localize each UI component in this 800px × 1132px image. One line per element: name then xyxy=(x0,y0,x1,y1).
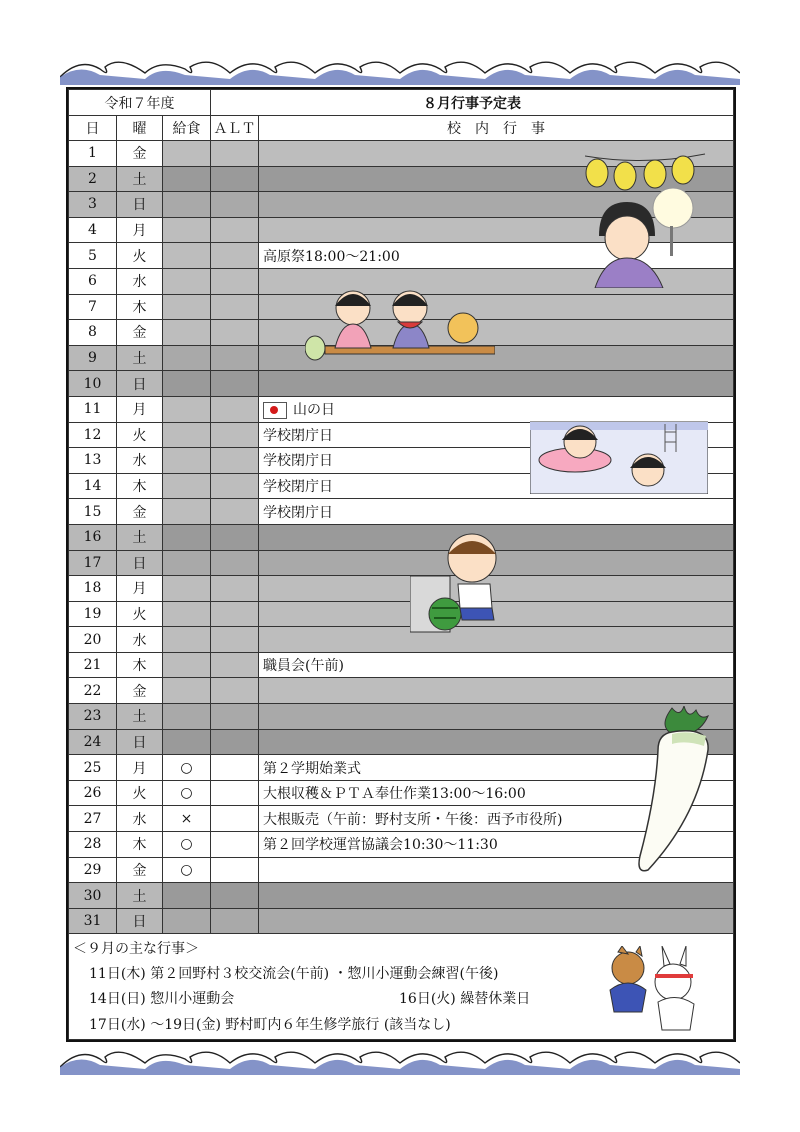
lunch-cell xyxy=(163,268,211,294)
lunch-cell xyxy=(163,704,211,730)
weekday-cell: 木 xyxy=(117,294,163,320)
september-line-2a: 14日(日) 惣川小運動会 xyxy=(89,991,235,1008)
weekday-cell: 金 xyxy=(117,678,163,704)
lunch-cell xyxy=(163,576,211,602)
weekday-cell: 金 xyxy=(117,499,163,525)
weekday-cell: 火 xyxy=(117,780,163,806)
lunch-cell xyxy=(163,320,211,346)
day-cell: 5 xyxy=(69,243,117,269)
weekday-cell: 月 xyxy=(117,396,163,422)
lunch-cell xyxy=(163,371,211,397)
lunch-cell: × xyxy=(163,806,211,832)
table-row xyxy=(69,678,734,704)
alt-cell xyxy=(211,704,259,730)
day-cell: 10 xyxy=(69,371,117,397)
day-cell: 6 xyxy=(69,268,117,294)
event-label: 山の日 xyxy=(293,402,336,419)
lunch-cell xyxy=(163,627,211,653)
festival-girl-icon xyxy=(585,148,715,288)
lunch-cell: ○ xyxy=(163,780,211,806)
weekday-cell: 土 xyxy=(117,166,163,192)
weekday-cell: 土 xyxy=(117,524,163,550)
day-cell: 17 xyxy=(69,550,117,576)
alt-cell xyxy=(211,294,259,320)
day-cell: 3 xyxy=(69,192,117,218)
weekday-cell: 金 xyxy=(117,320,163,346)
lunch-cell xyxy=(163,166,211,192)
event-cell: 大根販売（午前：野村支所・午後：西予市役所) xyxy=(259,806,734,832)
lunch-cell xyxy=(163,141,211,167)
weekday-cell: 日 xyxy=(117,908,163,934)
event-cell xyxy=(259,883,734,909)
col-lunch-header: 給食 xyxy=(163,116,211,141)
weekday-cell: 日 xyxy=(117,192,163,218)
alt-cell xyxy=(211,678,259,704)
alt-cell xyxy=(211,729,259,755)
col-weekday-header: 曜 xyxy=(117,116,163,141)
weekday-cell: 月 xyxy=(117,217,163,243)
lunch-cell: ○ xyxy=(163,857,211,883)
alt-cell xyxy=(211,499,259,525)
day-cell: 9 xyxy=(69,345,117,371)
event-cell: 学校閉庁日 xyxy=(259,499,734,525)
day-cell: 4 xyxy=(69,217,117,243)
alt-cell xyxy=(211,524,259,550)
day-cell: 25 xyxy=(69,755,117,781)
alt-cell xyxy=(211,141,259,167)
alt-cell xyxy=(211,550,259,576)
alt-cell xyxy=(211,217,259,243)
lunch-cell: ○ xyxy=(163,755,211,781)
day-cell: 18 xyxy=(69,576,117,602)
table-row xyxy=(69,627,734,653)
weekday-cell: 金 xyxy=(117,857,163,883)
weekday-cell: 日 xyxy=(117,371,163,397)
table-row xyxy=(69,550,734,576)
day-cell: 23 xyxy=(69,704,117,730)
alt-cell xyxy=(211,832,259,858)
day-cell: 28 xyxy=(69,832,117,858)
alt-cell xyxy=(211,780,259,806)
event-cell xyxy=(259,678,734,704)
september-line-3: 17日(水) ～19日(金) 野村町内６年生修学旅行 (該当なし) xyxy=(89,1017,451,1034)
lunch-cell xyxy=(163,729,211,755)
table-row xyxy=(69,652,734,678)
event-cell: 高原祭18:00～21:00 xyxy=(259,243,734,269)
day-cell: 13 xyxy=(69,448,117,474)
alt-cell xyxy=(211,473,259,499)
day-cell: 21 xyxy=(69,652,117,678)
lunch-cell xyxy=(163,192,211,218)
alt-cell xyxy=(211,883,259,909)
wave-border-top-icon xyxy=(60,55,740,85)
weekday-cell: 木 xyxy=(117,832,163,858)
september-line-1: 11日(木) 第２回野村３校交流会(午前) ・惣川小運動会練習(午後) xyxy=(89,966,499,983)
alt-cell xyxy=(211,345,259,371)
children-bench-icon xyxy=(305,278,495,370)
lunch-cell xyxy=(163,422,211,448)
page-title: ８月行事予定表 xyxy=(211,90,734,116)
alt-cell xyxy=(211,652,259,678)
alt-cell xyxy=(211,396,259,422)
september-line-2b: 16日(火) 繰替休業日 xyxy=(399,991,531,1008)
table-row xyxy=(69,371,734,397)
weekday-cell: 木 xyxy=(117,652,163,678)
lunch-cell xyxy=(163,294,211,320)
lunch-cell xyxy=(163,499,211,525)
table-row xyxy=(69,601,734,627)
event-cell: 学校閉庁日 xyxy=(259,473,734,499)
day-cell: 20 xyxy=(69,627,117,653)
lunch-cell xyxy=(163,448,211,474)
lunch-cell xyxy=(163,908,211,934)
lunch-cell xyxy=(163,652,211,678)
lunch-cell xyxy=(163,217,211,243)
alt-cell xyxy=(211,627,259,653)
weekday-cell: 水 xyxy=(117,268,163,294)
event-cell: 第２学期始業式 xyxy=(259,755,734,781)
running-animals-icon xyxy=(598,946,716,1034)
event-cell: 職員会(午前) xyxy=(259,652,734,678)
col-alt-header: ＡＬＴ xyxy=(211,116,259,141)
lunch-cell xyxy=(163,345,211,371)
lunch-cell: ○ xyxy=(163,832,211,858)
weekday-cell: 水 xyxy=(117,627,163,653)
weekday-cell: 水 xyxy=(117,448,163,474)
day-cell: 14 xyxy=(69,473,117,499)
swimming-kids-icon xyxy=(530,412,708,494)
event-cell: 大根収穫＆ＰＴＡ奉仕作業13:00～16:00 xyxy=(259,780,734,806)
day-cell: 12 xyxy=(69,422,117,448)
day-cell: 22 xyxy=(69,678,117,704)
weekday-cell: 日 xyxy=(117,550,163,576)
weekday-cell: 火 xyxy=(117,601,163,627)
september-title: ＜９月の主な行事＞ xyxy=(73,941,199,958)
alt-cell xyxy=(211,243,259,269)
event-cell: 学校閉庁日 xyxy=(259,448,734,474)
alt-cell xyxy=(211,755,259,781)
weekday-cell: 土 xyxy=(117,704,163,730)
alt-cell xyxy=(211,422,259,448)
fiscal-year: 令和７年度 xyxy=(69,90,211,116)
event-cell xyxy=(259,371,734,397)
daikon-radish-icon xyxy=(628,706,720,874)
table-row xyxy=(69,499,734,525)
day-cell: 8 xyxy=(69,320,117,346)
alt-cell xyxy=(211,320,259,346)
day-cell: 31 xyxy=(69,908,117,934)
day-cell: 2 xyxy=(69,166,117,192)
day-cell: 29 xyxy=(69,857,117,883)
col-events-header: 校 内 行 事 xyxy=(259,116,734,141)
day-cell: 27 xyxy=(69,806,117,832)
table-row xyxy=(69,576,734,602)
table-row xyxy=(69,883,734,909)
weekday-cell: 金 xyxy=(117,141,163,167)
day-cell: 30 xyxy=(69,883,117,909)
weekday-cell: 月 xyxy=(117,576,163,602)
alt-cell xyxy=(211,601,259,627)
event-cell xyxy=(259,908,734,934)
alt-cell xyxy=(211,371,259,397)
table-row xyxy=(69,524,734,550)
wave-border-bottom-icon xyxy=(60,1045,740,1075)
day-cell: 16 xyxy=(69,524,117,550)
day-cell: 19 xyxy=(69,601,117,627)
lunch-cell xyxy=(163,396,211,422)
weekday-cell: 日 xyxy=(117,729,163,755)
alt-cell xyxy=(211,448,259,474)
lunch-cell xyxy=(163,883,211,909)
lunch-cell xyxy=(163,243,211,269)
boy-watermelon-icon xyxy=(410,530,505,634)
day-cell: 24 xyxy=(69,729,117,755)
event-cell: 学校閉庁日 xyxy=(259,422,734,448)
lunch-cell xyxy=(163,678,211,704)
weekday-cell: 土 xyxy=(117,883,163,909)
weekday-cell: 木 xyxy=(117,473,163,499)
lunch-cell xyxy=(163,601,211,627)
day-cell: 26 xyxy=(69,780,117,806)
lunch-cell xyxy=(163,524,211,550)
weekday-cell: 土 xyxy=(117,345,163,371)
lunch-cell xyxy=(163,473,211,499)
alt-cell xyxy=(211,268,259,294)
day-cell: 15 xyxy=(69,499,117,525)
alt-cell xyxy=(211,908,259,934)
day-cell: 7 xyxy=(69,294,117,320)
lunch-cell xyxy=(163,550,211,576)
weekday-cell: 火 xyxy=(117,243,163,269)
day-cell: 11 xyxy=(69,396,117,422)
weekday-cell: 火 xyxy=(117,422,163,448)
day-cell: 1 xyxy=(69,141,117,167)
weekday-cell: 水 xyxy=(117,806,163,832)
japan-flag-icon xyxy=(263,402,287,419)
alt-cell xyxy=(211,166,259,192)
table-row xyxy=(69,908,734,934)
alt-cell xyxy=(211,806,259,832)
col-day-header: 日 xyxy=(69,116,117,141)
alt-cell xyxy=(211,857,259,883)
weekday-cell: 月 xyxy=(117,755,163,781)
alt-cell xyxy=(211,192,259,218)
event-cell: 第２回学校運営協議会10:30～11:30 xyxy=(259,832,734,858)
alt-cell xyxy=(211,576,259,602)
